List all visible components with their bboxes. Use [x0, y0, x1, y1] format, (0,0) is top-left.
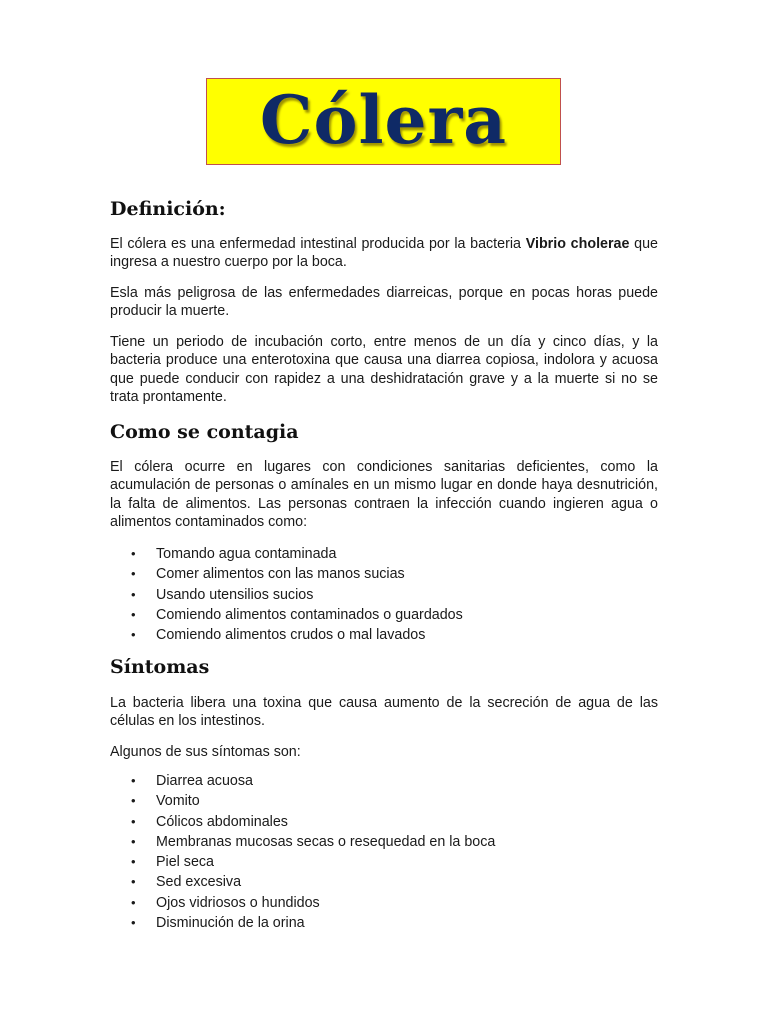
bullet-icon: • [131, 915, 136, 931]
bullet-icon: • [131, 874, 136, 890]
bullet-icon: • [131, 894, 136, 910]
list-item: • Sed excesiva [110, 872, 495, 892]
list-item: • Piel seca [110, 852, 495, 872]
bullet-icon: • [131, 586, 136, 602]
list-item: • Comer alimentos con las manos sucias [110, 564, 463, 584]
bullet-icon: • [131, 606, 136, 622]
bullet-icon: • [131, 833, 136, 849]
bullet-icon: • [131, 813, 136, 829]
bullet-icon: • [131, 773, 136, 788]
heading-contagio: Como se contagia [110, 421, 299, 443]
list-item: • Disminución de la orina [110, 913, 495, 933]
list-contagio [110, 544, 463, 645]
list-item: • Comiendo alimentos contaminados o guardados [110, 605, 463, 625]
list-item: • Cólicos abdominales [110, 812, 495, 832]
bullet-icon: • [131, 566, 136, 582]
list-sintomas [110, 771, 495, 933]
list-item: • Ojos vidriosos o hundidos [110, 893, 495, 913]
heading-sintomas: Síntomas [110, 656, 210, 678]
bullet-icon: • [131, 627, 136, 643]
paragraph-contagio-1: El cólera ocurre en lugares con condiciones sanitarias deficientes, como la acumulación de personas o amínales en un mismo lugar en donde haya desnutrición, la falta de alimentos. Las personas contraen la infección cuando ingieren agua o alimentos contaminados como: [110, 459, 658, 531]
list-item: • Tomando agua contaminada [110, 544, 463, 564]
document-title: Cólera [259, 80, 508, 159]
bullet-icon: • [131, 854, 136, 870]
list-item: • Membranas mucosas secas o resequedad en la boca [110, 832, 495, 852]
bullet-icon: • [131, 793, 136, 809]
paragraph-text: que ingresa a nuestro cuerpo por la boca. [110, 236, 658, 271]
bacteria-name: Vibrio cholerae [525, 236, 630, 252]
paragraph-sintomas-2: Algunos de sus síntomas son: [110, 744, 301, 760]
title-banner [206, 78, 561, 165]
list-item: • Vomito [110, 791, 495, 811]
list-item: • Comiendo alimentos crudos o mal lavados [110, 625, 463, 645]
paragraph-sintomas-1: La bacteria libera una toxina que causa aumento de la secreción de agua de las células en los intestinos. [110, 695, 658, 730]
paragraph-definicion-2: Esla más peligrosa de las enfermedades diarreicas, porque en pocas horas puede producir la muerte. [110, 285, 658, 320]
list-item: • Usando utensilios sucios [110, 585, 463, 605]
heading-definicion: Definición: [110, 198, 226, 220]
bullet-icon: • [131, 546, 136, 561]
list-item: • Diarrea acuosa [110, 771, 495, 791]
paragraph-text: El cólera es una enfermedad intestinal producida por la bacteria [110, 236, 526, 252]
paragraph-definicion-3: Tiene un periodo de incubación corto, entre menos de un día y cinco días, y la bacteria produce una enterotoxina que causa una diarrea copiosa, indolora y acuosa que puede conducir con rapidez a una deshidratación grave y a la muerte si no se trata prontamente. [110, 334, 658, 406]
paragraph-definicion-1 [110, 235, 658, 272]
